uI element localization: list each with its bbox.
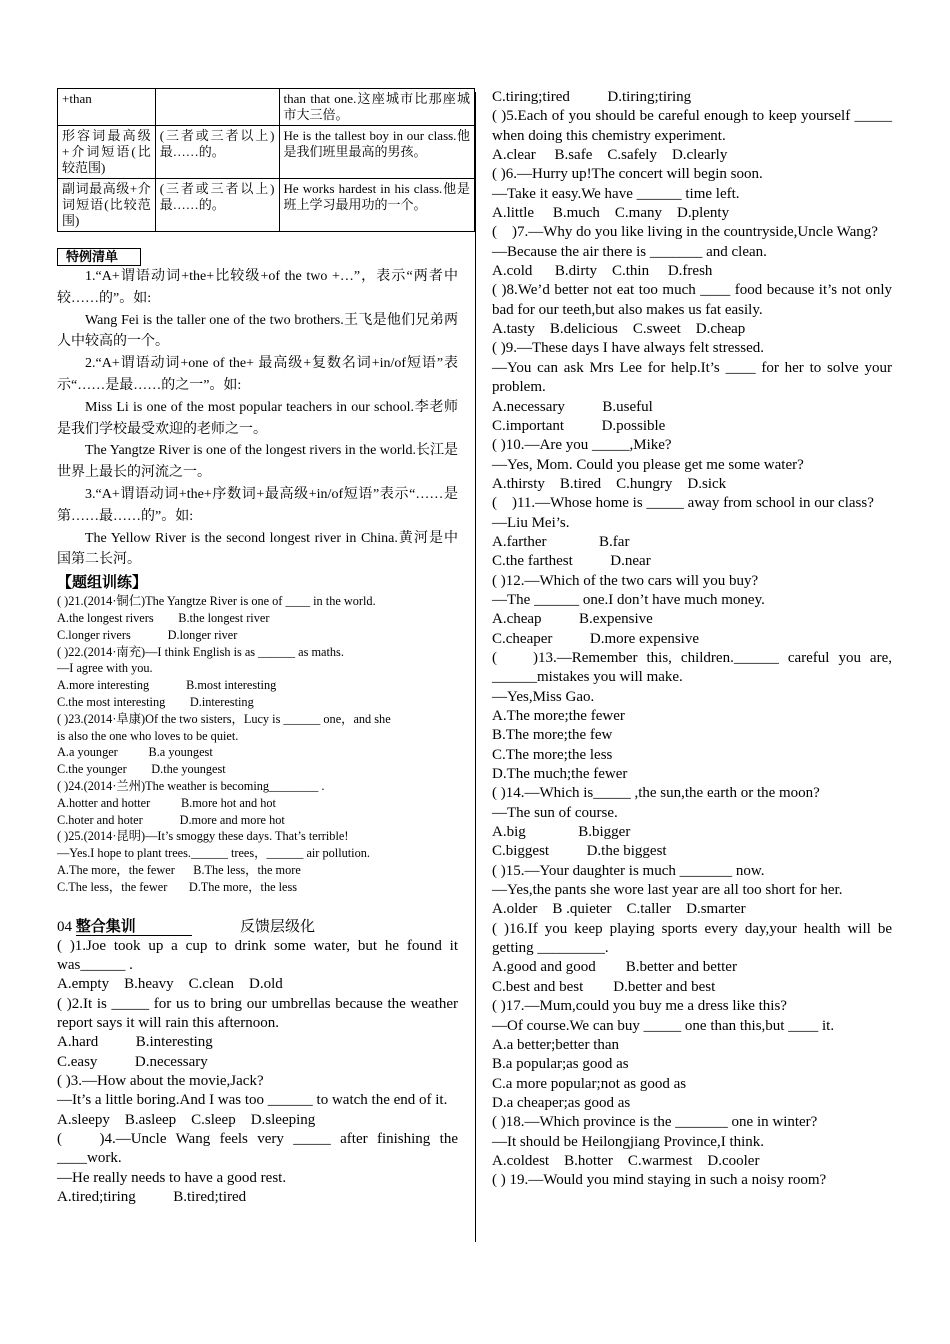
table-cell [155, 89, 279, 126]
question-line: C.the younger D.the youngest [57, 762, 226, 777]
table-cell: +than [58, 89, 156, 126]
question-line: C.cheaper D.more expensive [492, 630, 700, 647]
table-row [58, 179, 475, 232]
question-line: A.cheap B.expensive [492, 611, 653, 628]
question-line: A.more interesting B.most interesting [57, 678, 277, 693]
question-line: ( )4.—Uncle Wang feels very _____ after finishing the ____work. [57, 1130, 462, 1167]
question-line: ( )18.—Which province is the _______ one in winter? [492, 1114, 818, 1131]
question-line: A.necessary B.useful [492, 398, 653, 415]
question-line: ( )12.—Which of the two cars will you buy? [492, 572, 759, 589]
question-line: ( )6.—Hurry up!The concert will begin soon. [492, 166, 763, 183]
special-paragraph: Miss Li is one of the most popular teachers in our school.李老师是我们学校最受欢迎的老师之一。 [57, 399, 458, 437]
special-paragraph: The Yellow River is the second longest river in China.黄河是中国第二长河。 [57, 530, 458, 568]
question-line: A.a younger B.a youngest [57, 745, 213, 760]
question-line: C.easy D.necessary [57, 1053, 208, 1070]
question-line: A.tasty B.delicious C.sweet D.cheap [492, 321, 746, 338]
table-row [58, 89, 475, 126]
table-cell: He works hardest in his class.他是班上学习最用功的一个。 [279, 179, 475, 232]
special-paragraph: 3.“A+谓语动词+the+序数词+最高级+in/of短语”表示“……是第……最……的”。如: [57, 486, 458, 524]
question-line: ( )16.If you keep playing sports every day,your health will be getting _________. [492, 920, 896, 957]
question-line: —Because the air there is _______ and clean. [492, 243, 767, 260]
question-line: ( )23.(2014·阜康)Of the two sisters，Lucy is ______ one，and she [57, 711, 391, 726]
special-list-title: 特例清单 [57, 248, 458, 266]
question-line: —It should be Heilongjiang Province,I think. [492, 1133, 765, 1150]
question-line: A.little B.much C.many D.plenty [492, 205, 730, 222]
question-line: C.a more popular;not as good as [492, 1075, 687, 1092]
question-line: A.a better;better than [492, 1036, 620, 1053]
question-line: C.biggest D.the biggest [492, 843, 667, 860]
question-line: C.hoter and hoter D.more and more hot [57, 812, 285, 827]
question-line: A.thirsty B.tired C.hungry D.sick [492, 475, 727, 492]
question-line: A.hotter and hotter B.more hot and hot [57, 795, 276, 810]
question-line: C.The more;the less [492, 746, 613, 763]
question-line: ( )25.(2014·昆明)—It’s smoggy these days. That’s terrible! [57, 829, 349, 844]
question-line: ( )8.We’d better not eat too much ____ food because it’s not only bad for our teeth,but also makes us fat easily. [492, 282, 896, 318]
question-line: ( )15.—Your daughter is much _______ now. [492, 862, 765, 879]
question-line: —The ______ one.I don’t have much money. [492, 591, 765, 608]
left-column [57, 88, 470, 1207]
question-line: A.hard B.interesting [57, 1034, 213, 1051]
question-line: —Yes,Miss Gao. [492, 688, 595, 705]
exercise-questions-right [492, 88, 896, 1191]
table-cell: He is the tallest boy in our class.他是我们班里最高的男孩。 [279, 126, 475, 179]
special-paragraph: 2.“A+谓语动词+one of the+ 最高级+复数名词+in/of短语”表示“……是最……的之一”。如: [57, 356, 458, 393]
question-line: A.good and good B.better and better [492, 959, 737, 976]
question-line: C.the most interesting D.interesting [57, 694, 254, 709]
table-cell: (三者或三者以上)最……的。 [155, 126, 279, 179]
section-04-heading: 04 整合集训 反馈层级化 [57, 918, 316, 935]
question-line: ( )21.(2014·铜仁)The Yangtze River is one of ____ in the world. [57, 594, 376, 609]
column-divider [475, 92, 476, 1242]
table-cell: 形容词最高级+介词短语(比较范围) [58, 126, 156, 179]
question-line: ( )3.—How about the movie,Jack? [57, 1072, 264, 1089]
question-line: A.clear B.safe C.safely D.clearly [492, 147, 728, 164]
question-line: ( )2.It is _____ for us to bring our umbrellas because the weather report says it will rain this afternoon. [57, 995, 462, 1031]
training-questions [57, 593, 458, 895]
right-column [492, 88, 896, 1191]
question-line: C.longer rivers D.longer river [57, 627, 238, 642]
question-line: A.The more;the fewer [492, 708, 625, 724]
table-row [58, 126, 475, 179]
training-title: 【题组训练】 [57, 575, 148, 592]
question-line: ( )5.Each of you should be careful enough to keep yourself _____ when doing this chemistry experiment. [492, 108, 896, 144]
question-line: ( )17.—Mum,could you buy me a dress like this? [492, 998, 787, 1015]
question-line: —He really needs to have a good rest. [57, 1169, 287, 1186]
question-line: —I agree with you. [57, 661, 153, 676]
grammar-table [57, 88, 475, 232]
question-line: ( )22.(2014·南充)—I think English is as ______ as maths. [57, 644, 344, 659]
question-line: ( )9.—These days I have always felt stressed. [492, 340, 764, 357]
question-line: A.farther B.far [492, 533, 630, 550]
special-list [57, 266, 458, 571]
special-paragraph: 1.“A+谓语动词+the+比较级+of the two +…”，表示“两者中较……的”。如: [57, 269, 458, 306]
question-line: ( )1.Joe took up a cup to drink some water, but he found it was______ . [57, 937, 462, 973]
question-line: A.empty B.heavy C.clean D.old [57, 976, 283, 993]
question-line: —Of course.We can buy _____ one than this,but ____ it. [492, 1017, 835, 1034]
question-line: D.The much;the fewer [492, 766, 628, 783]
question-line: C.best and best D.better and best [492, 978, 716, 995]
special-paragraph: The Yangtze River is one of the longest rivers in the world.长江是世界上最长的河流之一。 [57, 443, 458, 481]
question-line: ( )14.—Which is_____ ,the sun,the earth or the moon? [492, 785, 820, 802]
question-line: ( )7.—Why do you like living in the countryside,Uncle Wang? [492, 224, 878, 241]
question-line: ( )24.(2014·兰州)The weather is becoming________ . [57, 778, 325, 793]
question-line: C.tiring;tired D.tiring;tiring [492, 89, 692, 105]
question-line: —The sun of course. [492, 804, 618, 821]
question-line: —Yes.I hope to plant trees.______ trees，______ air pollution. [57, 846, 370, 861]
question-line: D.a cheaper;as good as [492, 1094, 631, 1111]
question-line: —Yes, Mom. Could you please get me some water? [492, 456, 804, 473]
question-line: C.the farthest D.near [492, 553, 651, 570]
question-line: ( ) 19.—Would you mind staying in such a noisy room? [492, 1172, 827, 1189]
question-line: B.a popular;as good as [492, 1056, 629, 1073]
question-line: ( )13.—Remember this, children.______ careful you are, ______mistakes you will make. [492, 649, 896, 686]
question-line: A.tired;tiring B.tired;tired [57, 1188, 247, 1205]
exercise-questions-left [57, 937, 462, 1208]
table-cell: than that one.这座城市比那座城市大三倍。 [279, 89, 475, 126]
question-line: —Take it easy.We have ______ time left. [492, 185, 740, 202]
question-line: B.The more;the few [492, 727, 613, 744]
question-line: —It’s a little boring.And I was too ______ to watch the end of it. [57, 1092, 448, 1109]
question-line: A.big B.bigger [492, 824, 631, 841]
question-line: A.coldest B.hotter C.warmest D.cooler [492, 1152, 760, 1169]
question-line: ( )10.—Are you _____,Mike? [492, 437, 672, 454]
question-line: —Liu Mei’s. [492, 514, 570, 531]
question-line: C.important D.possible [492, 417, 666, 434]
table-cell: 副词最高级+介词短语(比较范围) [58, 179, 156, 232]
question-line: —Yes,the pants she wore last year are all too short for her. [492, 882, 843, 899]
question-line: is also the one who loves to be quiet. [57, 728, 239, 743]
question-line: A.cold B.dirty C.thin D.fresh [492, 263, 713, 280]
question-line: A.older B .quieter C.taller D.smarter [492, 901, 746, 918]
question-line: —You can ask Mrs Lee for help.It’s ____ for her to solve your problem. [492, 359, 896, 396]
question-line: C.The less，the fewer D.The more，the less [57, 879, 298, 894]
question-line: A.The more，the fewer B.The less，the more [57, 862, 301, 877]
question-line: ( )11.—Whose home is _____ away from school in our class? [492, 495, 874, 512]
question-line: A.the longest rivers B.the longest river [57, 610, 270, 625]
table-cell: (三者或三者以上)最……的。 [155, 179, 279, 232]
question-line: A.sleepy B.asleep C.sleep D.sleeping [57, 1111, 316, 1128]
special-paragraph: Wang Fei is the taller one of the two brothers.王飞是他们兄弟两人中较高的一个。 [57, 312, 458, 350]
